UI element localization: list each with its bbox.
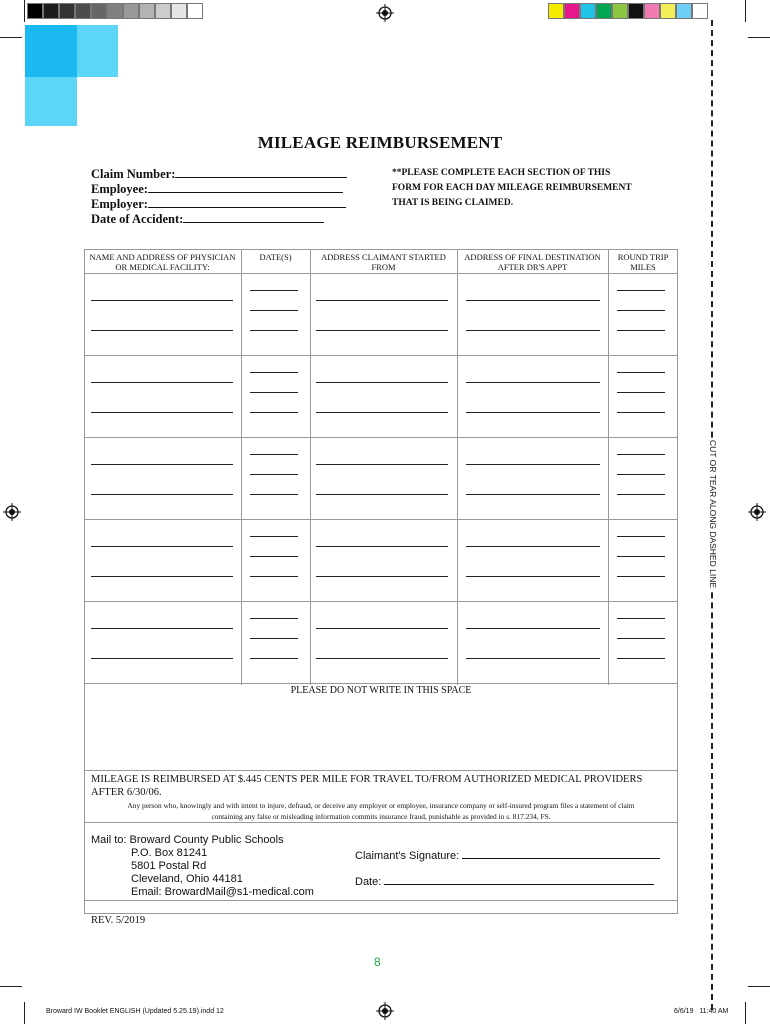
fill-in-line	[250, 454, 298, 455]
employer-field[interactable]	[148, 196, 346, 208]
row-divider	[84, 683, 678, 684]
fill-in-line	[316, 658, 448, 659]
mileage-note-line-1: MILEAGE IS REIMBURSED AT $.445 CENTS PER MILE FOR TRAVEL TO/FROM AUTHORIZED MEDICAL PROVIDERS	[91, 774, 643, 785]
section-divider	[84, 900, 678, 901]
cyan-corner-block	[77, 25, 118, 77]
mail-to-line: P.O. Box 81241	[131, 847, 208, 859]
claim-number-label: Claim Number:	[91, 167, 176, 181]
fill-in-line	[466, 576, 600, 577]
row-divider	[84, 437, 678, 438]
gray-swatch	[171, 3, 187, 19]
fill-in-line	[617, 494, 665, 495]
fill-in-line	[617, 412, 665, 413]
mileage-note-line-2: AFTER 6/30/06.	[91, 787, 162, 798]
section-divider	[84, 822, 678, 823]
fill-in-line	[466, 382, 600, 383]
color-swatch	[612, 3, 628, 19]
crop-mark	[748, 986, 770, 987]
date-row	[355, 873, 654, 888]
gray-swatch	[75, 3, 91, 19]
crop-mark	[24, 1002, 25, 1024]
fill-in-line	[316, 300, 448, 301]
fill-in-line	[91, 464, 233, 465]
crop-mark	[745, 0, 746, 22]
fill-in-line	[91, 546, 233, 547]
registration-mark-icon	[3, 503, 21, 521]
registration-mark-icon	[748, 503, 766, 521]
fill-in-line	[250, 392, 298, 393]
color-swatch	[644, 3, 660, 19]
fill-in-line	[316, 628, 448, 629]
fill-in-line	[250, 638, 298, 639]
date-field[interactable]	[384, 873, 654, 885]
fill-in-line	[617, 638, 665, 639]
employee-label: Employee:	[91, 182, 148, 196]
revision-label: REV. 5/2019	[91, 915, 146, 926]
color-swatch	[692, 3, 708, 19]
cyan-corner-block	[25, 25, 77, 77]
row-divider	[84, 355, 678, 356]
fill-in-line	[617, 658, 665, 659]
employee-row	[91, 181, 343, 197]
registration-mark-icon	[376, 4, 394, 22]
fraud-note: Any person who, knowingly and with intent to injure, defraud, or deceive any employer or employee, insurance company or self-insured program files a statement of claim containing any false or misleading information commits insurance fraud, punishable as provided in s. 817.234, FS.	[127, 801, 635, 821]
instructions-line-2: FORM FOR EACH DAY MILEAGE REIMBURSEMENT	[392, 183, 632, 193]
fill-in-line	[466, 412, 600, 413]
fill-in-line	[617, 576, 665, 577]
fill-in-line	[617, 392, 665, 393]
fill-in-line	[617, 474, 665, 475]
registration-mark-icon	[376, 1002, 394, 1020]
header-round-trip: ROUND TRIP MILES	[617, 252, 669, 272]
mail-to-name: Broward County Public Schools	[129, 834, 284, 846]
color-swatch	[580, 3, 596, 19]
mail-to-block	[91, 834, 314, 899]
cyan-corner-block	[25, 77, 77, 126]
fill-in-line	[316, 412, 448, 413]
crop-mark	[745, 1002, 746, 1024]
column-divider	[310, 249, 311, 685]
fill-in-line	[617, 310, 665, 311]
fill-in-line	[250, 658, 298, 659]
fill-in-line	[250, 310, 298, 311]
gray-swatch	[155, 3, 171, 19]
fill-in-line	[466, 300, 600, 301]
fill-in-line	[316, 546, 448, 547]
footer-datetime	[674, 1008, 728, 1015]
fill-in-line	[316, 576, 448, 577]
color-swatch	[548, 3, 564, 19]
crop-mark	[0, 37, 22, 38]
fill-in-line	[617, 372, 665, 373]
fill-in-line	[250, 474, 298, 475]
fill-in-line	[617, 536, 665, 537]
date-of-accident-label: Date of Accident:	[91, 212, 184, 226]
column-divider	[608, 249, 609, 685]
row-divider	[84, 601, 678, 602]
row-divider	[84, 273, 678, 274]
fill-in-line	[466, 628, 600, 629]
fill-in-line	[91, 412, 233, 413]
crop-mark	[0, 986, 22, 987]
section-divider	[84, 770, 678, 771]
fill-in-line	[250, 536, 298, 537]
fill-in-line	[250, 290, 298, 291]
date-of-accident-row	[91, 211, 324, 227]
fill-in-line	[316, 464, 448, 465]
fill-in-line	[466, 330, 600, 331]
claim-number-row	[91, 166, 347, 182]
footer-time: 11:40 AM	[699, 1008, 729, 1015]
fill-in-line	[250, 412, 298, 413]
page-number: 8	[374, 955, 381, 969]
header-start-address: ADDRESS CLAIMANT STARTED FROM	[321, 252, 446, 272]
column-divider	[457, 249, 458, 685]
color-swatch	[628, 3, 644, 19]
gray-swatch	[91, 3, 107, 19]
employer-row	[91, 196, 346, 212]
mail-to-line: 5801 Postal Rd	[131, 860, 207, 872]
fill-in-line	[91, 658, 233, 659]
fill-in-line	[91, 300, 233, 301]
fill-in-line	[316, 494, 448, 495]
fill-in-line	[617, 618, 665, 619]
fill-in-line	[466, 546, 600, 547]
fill-in-line	[617, 556, 665, 557]
fill-in-line	[316, 330, 448, 331]
gray-swatch	[123, 3, 139, 19]
fill-in-line	[250, 330, 298, 331]
crop-mark	[748, 37, 770, 38]
fill-in-line	[91, 628, 233, 629]
fill-in-line	[316, 382, 448, 383]
gray-swatch	[107, 3, 123, 19]
instructions-line-1: **PLEASE COMPLETE EACH SECTION OF THIS	[392, 168, 611, 178]
fill-in-line	[617, 330, 665, 331]
color-swatch	[564, 3, 580, 19]
header-destination: ADDRESS OF FINAL DESTINATION AFTER DR'S APPT	[464, 252, 601, 272]
gray-swatch	[43, 3, 59, 19]
signature-row	[355, 847, 660, 862]
color-swatch	[676, 3, 692, 19]
mail-to-label: Mail to:	[91, 834, 127, 846]
fill-in-line	[250, 556, 298, 557]
fill-in-line	[250, 576, 298, 577]
no-write-label: PLEASE DO NOT WRITE IN THIS SPACE	[290, 685, 472, 696]
date-label: Date:	[355, 876, 382, 888]
column-divider	[241, 249, 242, 685]
header-dates: DATE(S)	[259, 252, 292, 262]
fill-in-line	[250, 618, 298, 619]
fill-in-line	[466, 658, 600, 659]
mail-to-line: Cleveland, Ohio 44181	[131, 873, 243, 885]
signature-label: Claimant's Signature:	[355, 850, 460, 862]
footer-file: Broward IW Booklet ENGLISH (Updated 5.25.19).indd 12	[46, 1008, 224, 1015]
color-swatch	[596, 3, 612, 19]
cut-line-label: CUT OR TEAR ALONG DASHED LINE	[708, 440, 718, 588]
fill-in-line	[466, 464, 600, 465]
gray-swatch	[187, 3, 203, 19]
mail-to-email: Email: BrowardMail@s1-medical.com	[131, 886, 314, 898]
color-swatch	[660, 3, 676, 19]
fill-in-line	[617, 290, 665, 291]
gray-swatch	[27, 3, 43, 19]
fill-in-line	[250, 372, 298, 373]
claim-number-field[interactable]	[175, 166, 347, 178]
fill-in-line	[250, 494, 298, 495]
fill-in-line	[91, 330, 233, 331]
signature-field[interactable]	[462, 847, 660, 859]
instructions-line-3: THAT IS BEING CLAIMED.	[392, 198, 514, 208]
employer-label: Employer:	[91, 197, 148, 211]
header-physician: NAME AND ADDRESS OF PHYSICIAN OR MEDICAL FACILITY:	[89, 252, 236, 272]
fill-in-line	[466, 494, 600, 495]
gray-swatch	[139, 3, 155, 19]
fill-in-line	[91, 576, 233, 577]
gray-swatch	[59, 3, 75, 19]
fill-in-line	[91, 382, 233, 383]
footer-date: 6/6/19	[674, 1008, 694, 1015]
fill-in-line	[617, 454, 665, 455]
form-title: MILEAGE REIMBURSEMENT	[257, 133, 503, 152]
crop-mark	[24, 0, 25, 22]
row-divider	[84, 519, 678, 520]
employee-field[interactable]	[148, 181, 343, 193]
date-of-accident-field[interactable]	[183, 211, 324, 223]
fill-in-line	[91, 494, 233, 495]
